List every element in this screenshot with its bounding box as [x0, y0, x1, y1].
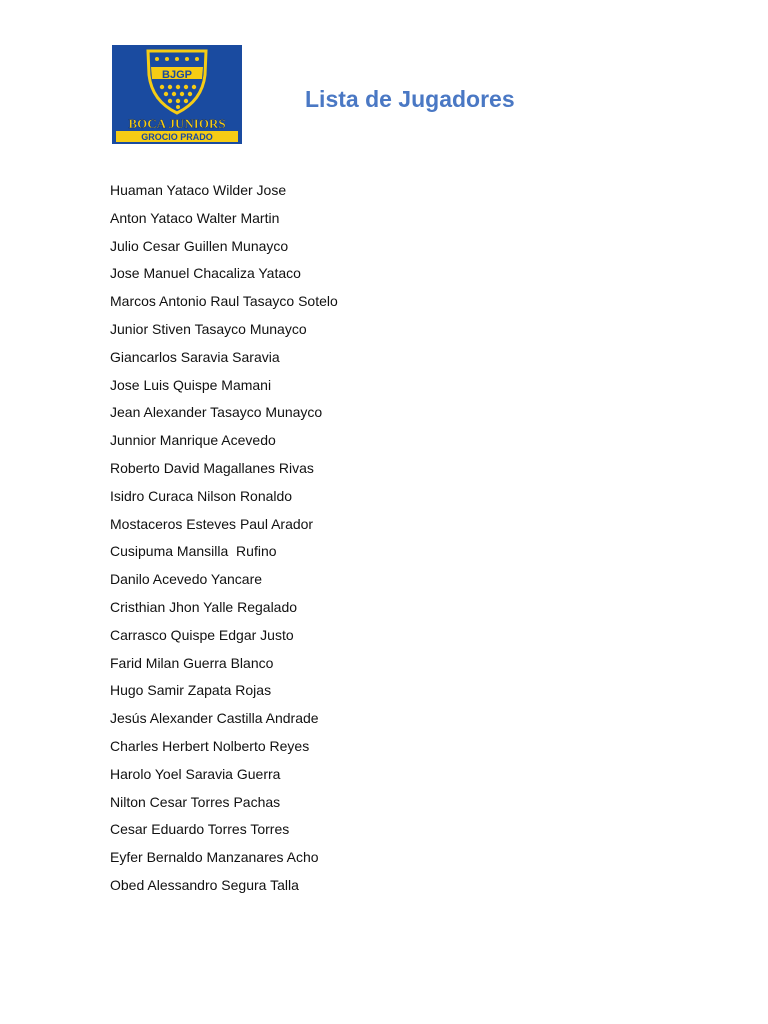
player-name: Jesús Alexander Castilla Andrade [110, 710, 319, 727]
player-name: Roberto David Magallanes Rivas [110, 459, 314, 476]
player-name: Obed Alessandro Segura Talla [110, 876, 299, 893]
player-name: Harolo Yoel Saravia Guerra [110, 765, 281, 782]
player-name: Mostaceros Esteves Paul Arador [110, 515, 314, 532]
player-name: Jean Alexander Tasayco Munayco [110, 404, 323, 421]
player-name: Eyfer Bernaldo Manzanares Acho [110, 849, 319, 866]
player-name: Hugo Samir Zapata Rojas [110, 682, 272, 699]
player-name: Jose Luis Quispe Mamani [110, 376, 272, 393]
logo-club-name: BOCA JUNIORS [128, 116, 226, 131]
player-name: Junior Stiven Tasayco Munayco [110, 320, 307, 337]
player-name: Junnior Manrique Acevedo [110, 432, 276, 449]
player-name: Danilo Acevedo Yancare [110, 571, 263, 588]
page-title: Lista de Jugadores [305, 86, 515, 112]
player-name: Huaman Yataco Wilder Jose [110, 182, 287, 198]
player-name: Carrasco Quispe Edgar Justo [110, 626, 294, 643]
club-logo [112, 45, 242, 144]
logo-monogram: BJGP [162, 69, 192, 81]
player-name: Cesar Eduardo Torres Torres [110, 821, 290, 838]
player-name: Marcos Antonio Raul Tasayco Sotelo [110, 293, 338, 310]
player-name: Nilton Cesar Torres Pachas [110, 793, 281, 810]
player-name: Anton Yataco Walter Martin [110, 209, 280, 226]
player-name: Farid Milan Guerra Blanco [110, 654, 274, 671]
player-name: Jose Manuel Chacaliza Yataco [110, 265, 301, 282]
player-name: Julio Cesar Guillen Munayco [110, 237, 289, 254]
logo-town-name: GROCIO PRADO [141, 132, 213, 142]
player-list [110, 179, 338, 902]
player-name: Cusipuma Mansilla Rufino [110, 543, 277, 560]
player-name: Giancarlos Saravia Saravia [110, 348, 280, 365]
player-name: Cristhian Jhon Yalle Regalado [110, 598, 298, 615]
player-name: Charles Herbert Nolberto Reyes [110, 737, 310, 754]
player-name: Isidro Curaca Nilson Ronaldo [110, 487, 293, 504]
